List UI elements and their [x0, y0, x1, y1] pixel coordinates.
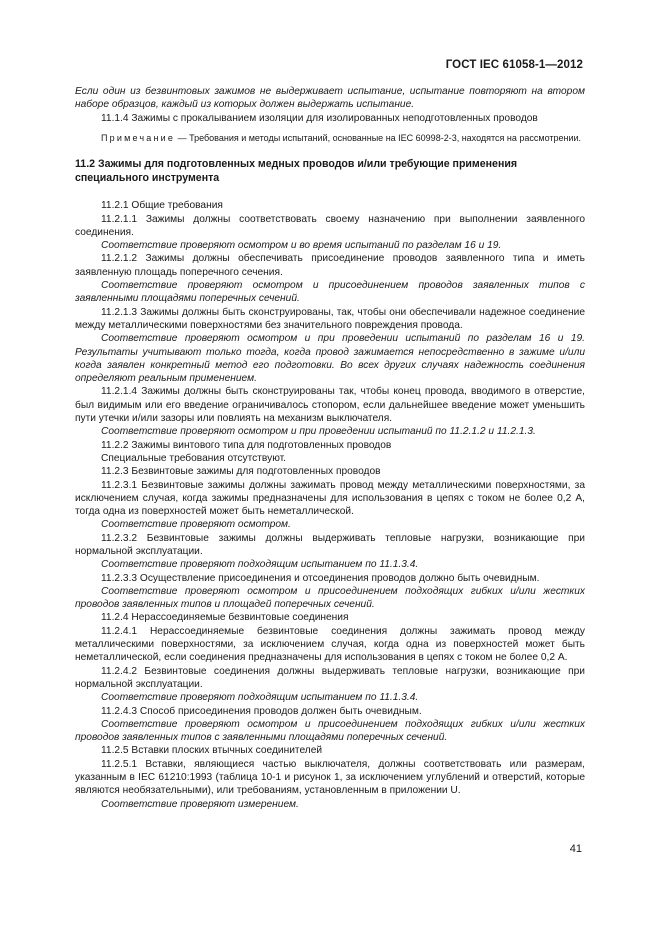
note-label: Примечание	[101, 132, 176, 143]
paragraph: Специальные требования отсутствуют.	[101, 452, 286, 464]
paragraph: Соответствие проверяют осмотром и присоединением подходящих гибких и/или жестких проводов заявленных типов и площадей поперечных сечений.	[75, 585, 585, 611]
document-header: ГОСТ IEC 61058-1—2012	[445, 59, 583, 71]
document-body	[75, 85, 585, 811]
paragraph: Соответствие проверяют осмотром.	[101, 519, 291, 531]
paragraph: Соответствие проверяют осмотром и при проведении испытаний по разделам 16 и 19. Результаты учитывают только тогда, когда провод зажимается непосредственно в зажиме и/или когда заявлен конкретный метод его подготовки. Во всех других случаях надежность соединения определяют реальным применением.	[75, 333, 585, 385]
paragraph: 11.2.3.2 Безвинтовые зажимы должны выдерживать тепловые нагрузки, возникающие при нормальной эксплуатации.	[75, 532, 585, 557]
page-number: 41	[569, 843, 582, 855]
paragraph: 11.2.4.2 Безвинтовые соединения должны выдерживать тепловые нагрузки, возникающие при нормальной эксплуатации.	[75, 665, 585, 690]
paragraph: Соответствие проверяют осмотром и присоединением подходящих гибких и/или жестких проводов заявленных типов с заявленными площадями поперечных сечений.	[75, 718, 585, 744]
paragraph: 11.2.1.4 Зажимы должны быть сконструированы так, чтобы конец провода, вводимого в отверстие, был видимым или его введение ограничивалось стопором, если дальнейшее введение может уменьшить пути утечки и/или зазоры или повлиять на механизм выключателя.	[75, 386, 585, 425]
paragraph: 11.2.1.2 Зажимы должны обеспечивать присоединение проводов заявленного типа и иметь заявленную площадь поперечного сечения.	[75, 253, 585, 278]
paragraph: 11.2.3.3 Осуществление присоединения и отсоединения проводов должно быть очевидным.	[101, 572, 540, 584]
paragraph: Соответствие проверяют осмотром и при проведении испытаний по 11.2.1.2 и 11.2.1.3.	[101, 426, 536, 438]
paragraph: 11.2.3 Безвинтовые зажимы для подготовленных проводов	[101, 466, 381, 478]
note	[75, 132, 585, 144]
paragraph: 11.2.4.3 Способ присоединения проводов должен быть очевидным.	[101, 705, 422, 717]
paragraph: 11.2.5.1 Вставки, являющиеся частью выключателя, должны соответствовать или размерам, указанным в IEC 61210:1993 (таблица 10-1 и рисунок 1, за исключением углублений и отверстий, которые являются необязательными), или требованиям, установленным в приложении U.	[75, 758, 585, 797]
paragraph: Соответствие проверяют измерением.	[101, 798, 299, 810]
paragraph: Соответствие проверяют осмотром и во время испытаний по разделам 16 и 19.	[101, 240, 502, 252]
paragraph: 11.2.4.1 Нерассоединяемые безвинтовые соединения должны зажимать провод между металлическими поверхностями, за исключением случая, когда одна из поверхностей может быть неметаллической, если соединения предназначены для использования в цепях с током не более 0,2 А.	[75, 625, 585, 664]
paragraph: 11.2.1.1 Зажимы должны соответствовать своему назначению при выполнении заявленного соединения.	[75, 213, 585, 238]
paragraph: 11.2.3.1 Безвинтовые зажимы должны зажимать провод между металлическими поверхностями, за исключением случая, когда зажимы предназначены для использования в цепях с током не более 0,2 А, тогда одна из поверхностей может быть неметаллической.	[75, 479, 585, 518]
paragraph: Соответствие проверяют подходящим испытанием по 11.1.3.4.	[101, 559, 419, 571]
paragraph: 11.2.5 Вставки плоских втычных соединителей	[101, 745, 323, 757]
paragraph: 11.2.4 Нерассоединяемые безвинтовые соединения	[101, 612, 349, 624]
paragraph: Если один из безвинтовых зажимов не выдерживает испытание, испытание повторяют на втором наборе образцов, каждый из которых должен выдержать испытание.	[75, 86, 585, 111]
paragraph: 11.2.2 Зажимы винтового типа для подготовленных проводов	[101, 439, 392, 451]
paragraph: 11.1.4 Зажимы с прокалыванием изоляции для изолированных неподготовленных проводов	[101, 112, 538, 124]
paragraph: Соответствие проверяют осмотром и присоединением проводов заявленных типов с заявленными площадями поперечных сечений.	[75, 280, 585, 305]
paragraph: 11.2.1.3 Зажимы должны быть сконструированы, так, чтобы они обеспечивали надежное соединение между металлическими поверхностями без значительного повреждения провода.	[75, 306, 585, 331]
paragraph: Соответствие проверяют подходящим испытанием по 11.1.3.4.	[101, 692, 419, 704]
paragraph: 11.2.1 Общие требования	[101, 200, 223, 212]
section-body	[75, 199, 585, 811]
section-heading: 11.2 Зажимы для подготовленных медных проводов и/или требующие применения специального инструмента	[75, 158, 518, 184]
note-text: — Требования и методы испытаний, основанные на IEC 60998-2-3, находятся на рассмотрении.	[175, 132, 582, 143]
